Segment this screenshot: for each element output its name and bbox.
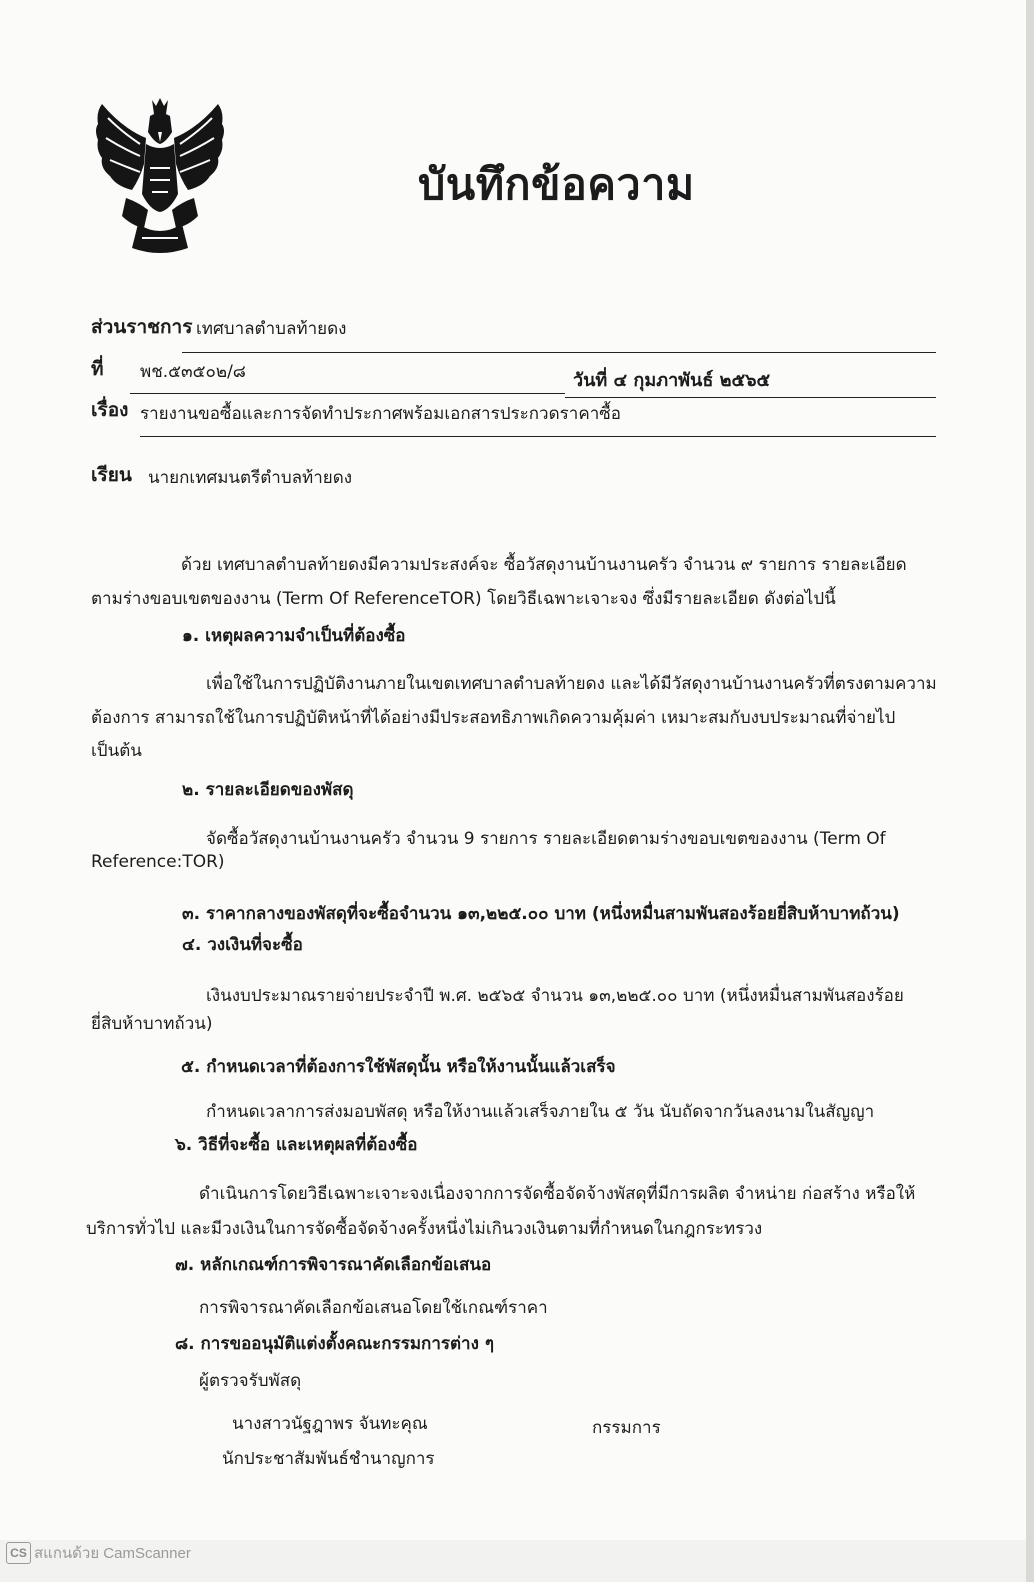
ref-label: ที่ [91, 358, 104, 380]
committee-name: นางสาวนัฐฎาพร จันทะคุณ [232, 1414, 428, 1434]
intro-line-2: ตามร่างขอบเขตของงาน (Term Of ReferenceTOR) โดยวิธีเฉพาะเจาะจง ซึ่งมีรายละเอียด ดังต่อไปนี้ [91, 589, 836, 609]
to-value: นายกเทศมนตรีตำบลท้ายดง [148, 468, 353, 488]
date-value: วันที่ ๔ กุมภาพันธ์ ๒๕๖๕ [573, 370, 771, 391]
agency-value: เทศบาลตำบลท้ายดง [196, 319, 347, 339]
section-6-line-2: บริการทั่วไป และมีวงเงินในการจัดซื้อจัดจ้างครั้งหนึ่งไม่เกินวงเงินตามที่กำหนดในกฎกระทรวง [86, 1219, 763, 1239]
section-7-line: การพิจารณาคัดเลือกข้อเสนอโดยใช้เกณฑ์ราคา [199, 1298, 548, 1318]
agency-label: ส่วนราชการ [91, 316, 193, 338]
section-5-heading: ๕. กำหนดเวลาที่ต้องการใช้พัสดุนั้น หรือให้งานนั้นแล้วเสร็จ [181, 1057, 616, 1077]
camscanner-logo: CS [6, 1542, 31, 1564]
subject-value: รายงานขอซื้อและการจัดทำประกาศพร้อมเอกสารประกวดราคาซื้อ [140, 404, 621, 424]
section-4-line-1: เงินงบประมาณรายจ่ายประจำปี พ.ศ. ๒๕๖๕ จำนวน ๑๓,๒๒๕.๐๐ บาท (หนึ่งหมื่นสามพันสองร้อย [206, 986, 904, 1006]
to-label: เรียน [91, 464, 132, 486]
page-edge [1026, 0, 1034, 1582]
section-3-line: ๓. ราคากลางของพัสดุที่จะซื้อจำนวน ๑๓,๒๒๕.๐๐ บาท (หนึ่งหมื่นสามพันสองร้อยยี่สิบห้าบาทถ้วน) [182, 904, 900, 924]
section-2-line-1: จัดซื้อวัสดุงานบ้านงานครัว จำนวน 9 รายการ รายละเอียดตามร่างขอบเขตของงาน (Term Of [206, 829, 886, 849]
section-1-line-1: เพื่อใช้ในการปฏิบัติงานภายในเขตเทศบาลตำบลท้ายดง และได้มีวัสดุงานบ้านงานครัวที่ตรงตามความ [206, 674, 937, 694]
memo-title: บันทึกข้อความ [418, 160, 695, 210]
section-4-heading: ๔. วงเงินที่จะซื้อ [182, 935, 303, 955]
camscanner-watermark: สแกนด้วย CamScanner [34, 1545, 191, 1562]
section-7-heading: ๗. หลักเกณฑ์การพิจารณาคัดเลือกข้อเสนอ [175, 1255, 492, 1275]
section-5-line: กำหนดเวลาการส่งมอบพัสดุ หรือให้งานแล้วเสร็จภายใน ๕ วัน นับถัดจากวันลงนามในสัญญา [206, 1102, 875, 1122]
ref-value: พช.๕๓๕๐๒/๘ [140, 362, 246, 382]
section-4-line-2: ยี่สิบห้าบาทถ้วน) [91, 1014, 213, 1034]
agency-underline [182, 352, 936, 353]
ref-underline [130, 393, 565, 394]
section-8-subheading: ผู้ตรวจรับพัสดุ [199, 1371, 302, 1391]
section-1-line-3: เป็นต้น [91, 741, 142, 761]
section-6-line-1: ดำเนินการโดยวิธีเฉพาะเจาะจงเนื่องจากการจัดซื้อจัดจ้างพัสดุที่มีการผลิต จำหน่าย ก่อสร้าง หรือให้ [199, 1184, 916, 1204]
section-1-line-2: ต้องการ สามารถใช้ในการปฏิบัติหน้าที่ได้อย่างมีประสอทธิภาพเกิดความคุ้มค่า เหมาะสมกับงบประมาณที่จ่ายไป [91, 708, 896, 728]
intro-line-1: ด้วย เทศบาลตำบลท้ายดงมีความประสงค์จะ ซื้อวัสดุงานบ้านงานครัว จำนวน ๙ รายการ รายละเอียด [181, 555, 907, 575]
committee-position: นักประชาสัมพันธ์ชำนาญการ [222, 1449, 435, 1469]
section-8-heading: ๘. การขออนุมัติแต่งตั้งคณะกรรมการต่าง ๆ [175, 1334, 494, 1354]
section-2-line-2: Reference:TOR) [91, 852, 225, 872]
subject-underline [140, 436, 936, 437]
date-underline [565, 397, 936, 398]
garuda-emblem-icon [92, 98, 228, 254]
section-2-heading: ๒. รายละเอียดของพัสดุ [182, 780, 354, 800]
committee-role: กรรมการ [592, 1418, 661, 1438]
section-6-heading: ๖. วิธีที่จะซื้อ และเหตุผลที่ต้องซื้อ [175, 1135, 418, 1155]
section-1-heading: ๑. เหตุผลความจำเป็นที่ต้องซื้อ [182, 626, 406, 646]
subject-label: เรื่อง [91, 399, 129, 421]
